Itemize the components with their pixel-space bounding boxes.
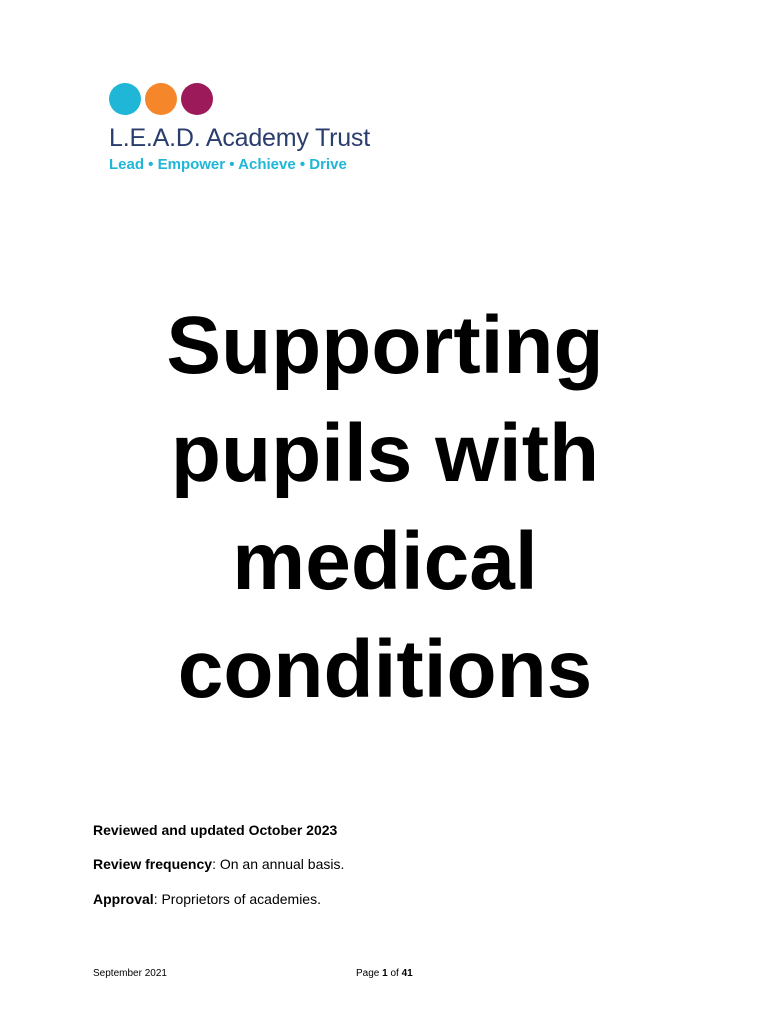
review-frequency-value: : On an annual basis.: [212, 856, 345, 872]
page-number: [356, 967, 413, 981]
page-total: 41: [401, 968, 413, 979]
approval-value: : Proprietors of academies.: [153, 891, 321, 907]
page-current: 1: [382, 968, 388, 979]
document-title: [0, 292, 770, 724]
approval: [93, 890, 321, 908]
title-line-3: medical: [232, 516, 538, 607]
title-line-4: conditions: [177, 624, 593, 715]
review-frequency: [93, 855, 344, 873]
logo-dot-maroon: [181, 83, 213, 115]
logo-dot-orange: [145, 83, 177, 115]
footer-date: September 2021: [93, 968, 167, 979]
title-line-1: Supporting: [166, 300, 604, 391]
logo-dot-blue: [109, 83, 141, 115]
reviewed-date: Reviewed and updated October 2023: [93, 822, 338, 838]
approval-label: Approval: [93, 891, 154, 907]
page-of: of: [387, 968, 402, 979]
logo-name: L.E.A.D. Academy Trust: [109, 124, 370, 152]
trust-logo: [109, 83, 389, 178]
logo-tagline: Lead • Empower • Achieve • Drive: [109, 156, 347, 173]
title-line-2: pupils with: [170, 408, 600, 499]
review-frequency-label: Review frequency: [93, 856, 213, 872]
page-prefix: Page: [356, 968, 383, 979]
